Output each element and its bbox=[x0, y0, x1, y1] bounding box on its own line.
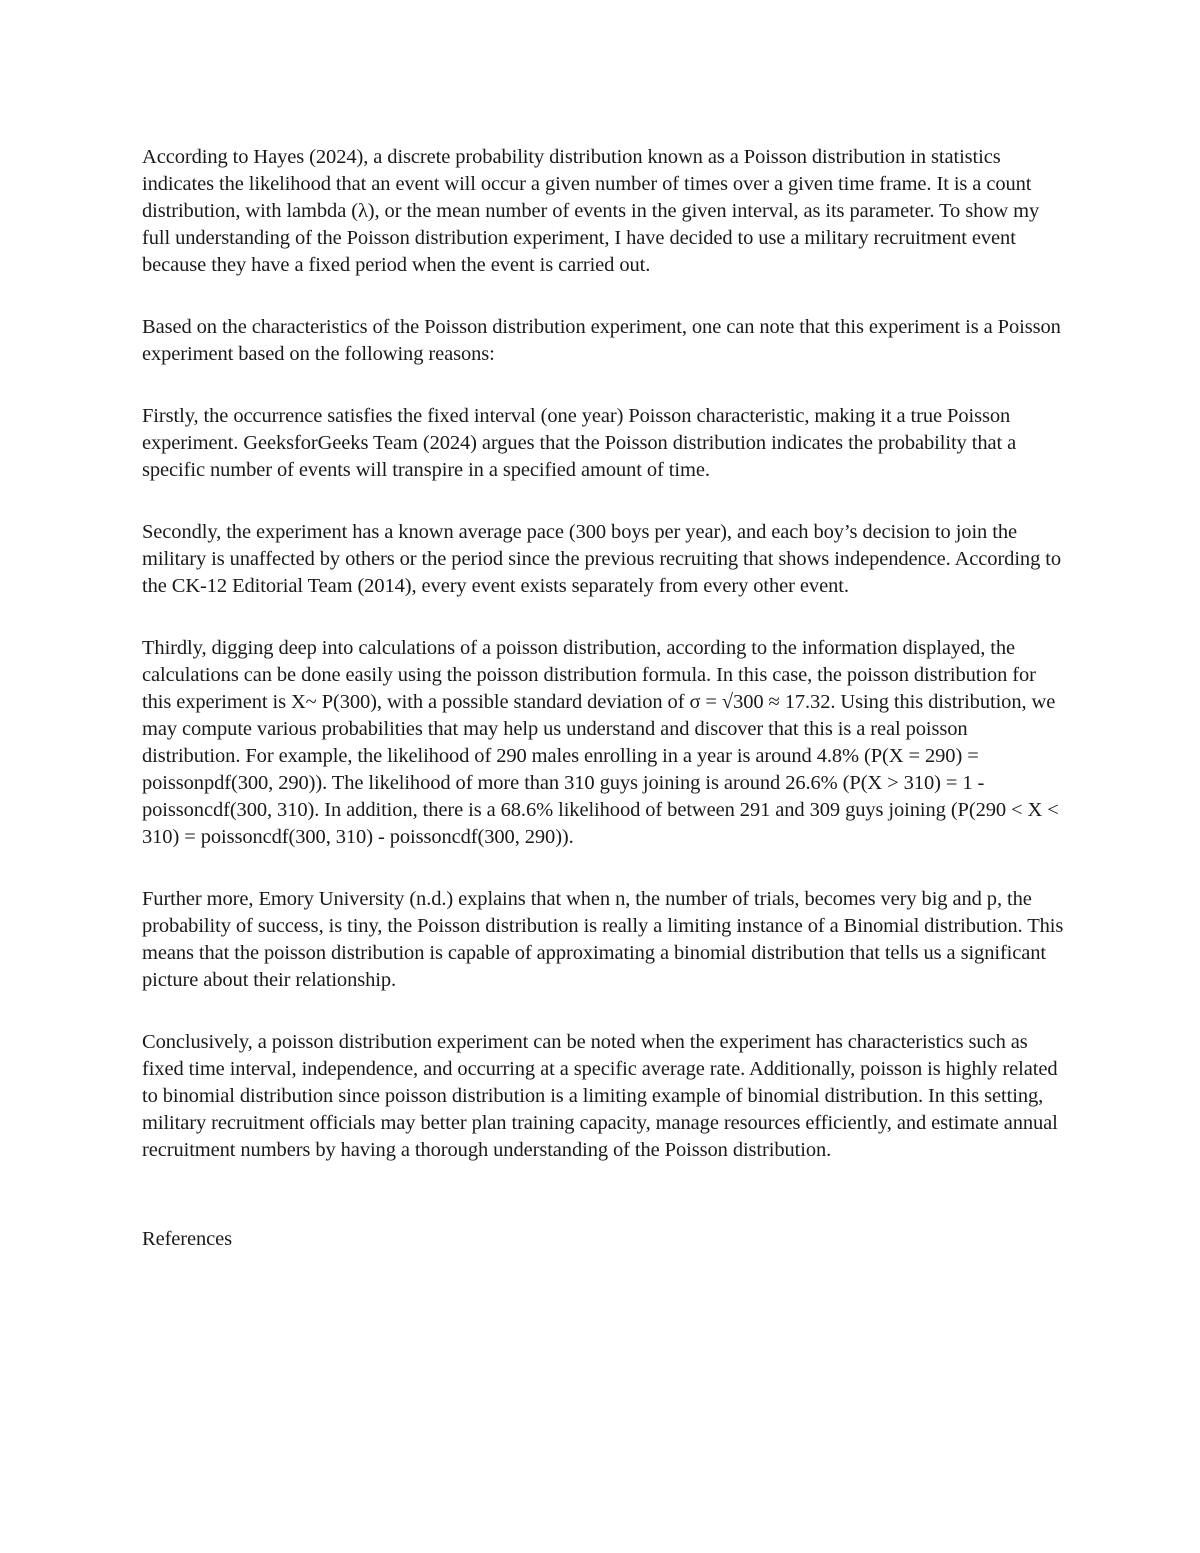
paragraph-furthermore: Further more, Emory University (n.d.) explains that when n, the number of trials, becomes very big and p, the probability of success, is tiny, the Poisson distribution is really a limiting instance of a Binomial distribution. This means that the poisson distribution is capable of approximating a binomial distribution that tells us a significant picture about their relationship. bbox=[142, 888, 1064, 991]
paragraph-characteristics: Based on the characteristics of the Poisson distribution experiment, one can note that this experiment is a Poisson experiment based on the following reasons: bbox=[142, 316, 1061, 365]
paragraph-thirdly: Thirdly, digging deep into calculations of a poisson distribution, according to the information displayed, the calculations can be done easily using the poisson distribution formula. In this case, the poisson distribution for this experiment is X~ P(300), with a possible standard deviation of σ = √300 ≈ 17.32. Using this distribution, we may compute various probabilities that may help us understand and discover that this is a real poisson distribution. For example, the likelihood of 290 males enrolling in a year is around 4.8% (P(X = 290) = poissonpdf(300, 290)). The likelihood of more than 310 guys joining is around 26.6% (P(X > 310) = 1 - poissoncdf(300, 310). In addition, there is a 68.6% likelihood of between 291 and 309 guys joining (P(290 < X < 310) = poissoncdf(300, 310) - poissoncdf(300, 290)). bbox=[142, 637, 1059, 848]
document-body bbox=[142, 144, 1064, 1288]
paragraph-secondly: Secondly, the experiment has a known average pace (300 boys per year), and each boy’s decision to join the military is unaffected by others or the period since the previous recruiting that shows independence. According to the CK-12 Editorial Team (2014), every event exists separately from every other event. bbox=[142, 521, 1061, 597]
paragraph-firstly: Firstly, the occurrence satisfies the fixed interval (one year) Poisson characteristic, making it a true Poisson experiment. GeeksforGeeks Team (2024) argues that the Poisson distribution indicates the probability that a specific number of events will transpire in a specified amount of time. bbox=[142, 405, 1017, 481]
paragraph-conclusion: Conclusively, a poisson distribution experiment can be noted when the experiment has characteristics such as fixed time interval, independence, and occurring at a specific average rate. Additionally, poisson is highly related to binomial distribution since poisson distribution is a limiting example of binomial distribution. In this setting, military recruitment officials may better plan training capacity, manage resources efficiently, and estimate annual recruitment numbers by having a thorough understanding of the Poisson distribution. bbox=[142, 1031, 1058, 1161]
references-heading: References bbox=[142, 1228, 233, 1250]
paragraph-introduction: According to Hayes (2024), a discrete probability distribution known as a Poisson distribution in statistics indicates the likelihood that an event will occur a given number of times over a given time frame. It is a count distribution, with lambda (λ), or the mean number of events in the given interval, as its parameter. To show my full understanding of the Poisson distribution experiment, I have decided to use a military recruitment event because they have a fixed period when the event is carried out. bbox=[142, 146, 1040, 276]
